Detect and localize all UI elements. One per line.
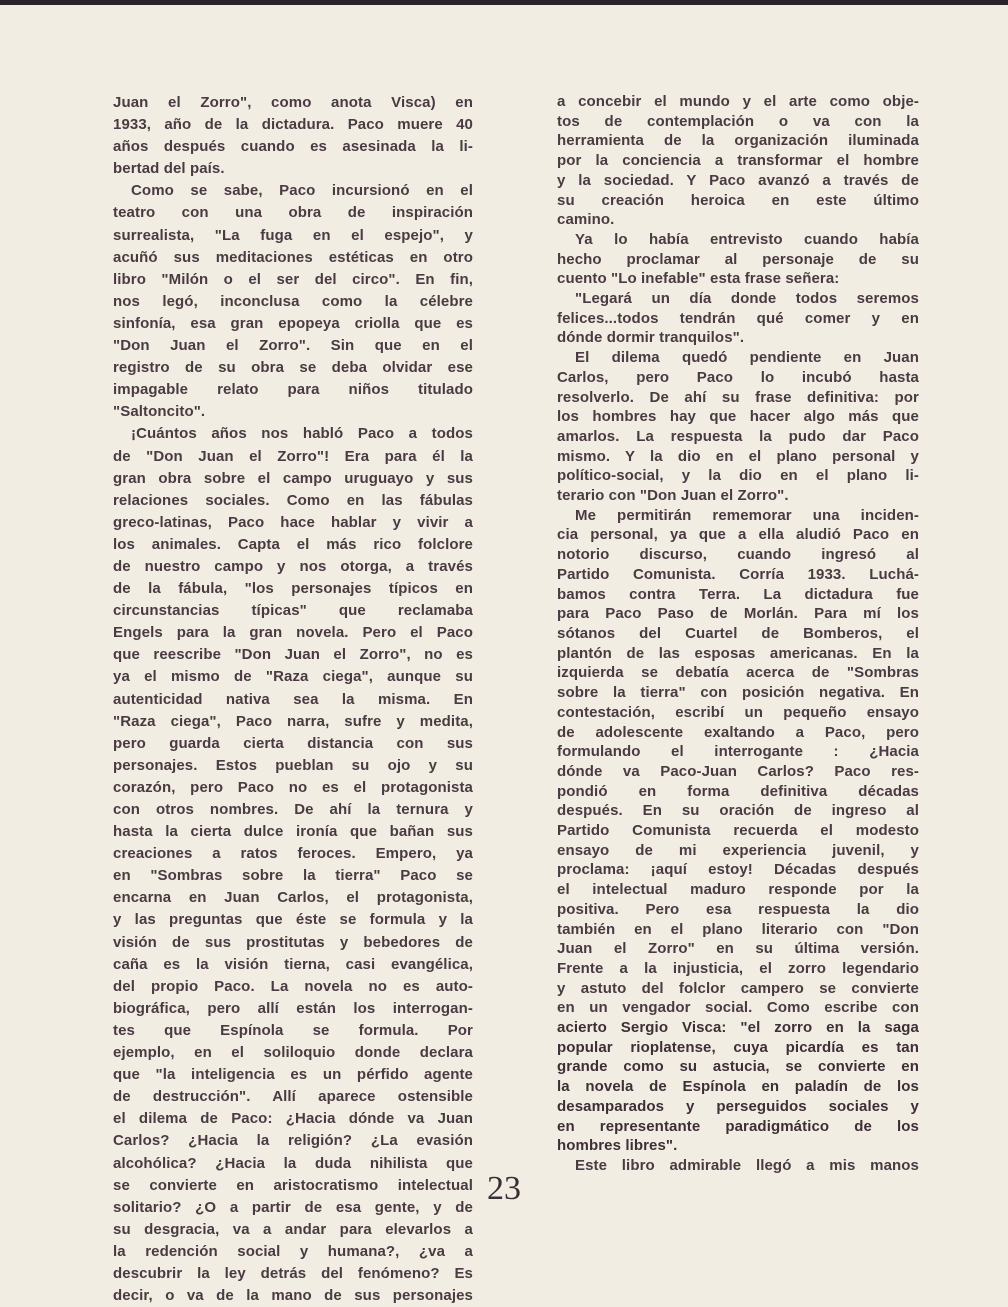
text-line: descubrir la ley detrás del fenómeno? Es [113,1264,473,1282]
right-column [557,92,919,1176]
text-line: Juan el Zorro" en su última versión. [557,940,919,958]
text-line: contestación, escribí un pequeño ensayo [557,703,919,721]
text-line: solitario? ¿O a partir de esa gente, y de [113,1198,473,1216]
paragraph [557,348,919,506]
text-line: ya el mismo de "Raza ciega", aunque su [113,668,473,686]
text-line: Frente a la injusticia, el zorro legendario [557,959,919,977]
text-line: grande como su astucia, se convierte en [557,1058,919,1076]
text-line: decir, o va de la mano de sus personajes [113,1287,473,1305]
text-line: "Saltoncito". [113,403,206,421]
text-line: cuento "Lo inefable" esta frase señera: [557,270,840,288]
text-line: en representante paradigmático de los [557,1117,919,1135]
text-line: los hombres hay que hacer algo más que [557,408,919,426]
text-line: años después cuando es asesinada la li- [113,138,473,156]
paragraph [113,92,473,180]
paragraph [557,289,919,348]
text-line: a concebir el mundo y el arte como obje- [557,93,919,110]
text-line: ¡Cuántos años nos habló Paco a todos [131,425,473,443]
text-line: "Raza ciega", Paco narra, sufre y medita, [113,712,473,730]
text-line: popular rioplatense, cuya picardía es tan [557,1038,919,1056]
text-line: formulando el interrogante : ¿Hacia [557,743,919,761]
text-line: "Legará un día donde todos seremos [575,290,919,308]
text-line: después. En su oración de ingreso al [557,802,919,820]
text-line: sótanos del Cuartel de Bomberos, el [557,624,919,642]
text-line: y astuto del folclor campero se convierte [557,979,919,997]
text-line: de adolescente exaltando a Paco, pero [557,723,919,741]
scan-edge [0,0,1008,5]
text-line: dónde dormir tranquilos". [557,329,745,347]
text-line: amarlos. La respuesta la pudo dar Paco [557,427,919,445]
text-line: de nuestro campo y nos otorga, a través [113,557,473,575]
text-line: bamos contra Terra. La dictadura fue [557,585,919,603]
page-number: 23 [487,1170,521,1207]
text-line: Este libro admirable llegó a mis manos [575,1156,919,1174]
text-line: libro "Milón o el ser del circo". En fin, [113,270,473,288]
text-line: pero guarda cierta distancia con sus [113,734,473,752]
text-line: su creación heroica en este último [557,191,919,209]
text-line: para Paco Paso de Morlán. Para mí los [557,605,919,623]
text-line: resolverlo. De ahí su frase definitiva: por [557,388,919,406]
left-column [113,92,473,1307]
text-line: relaciones sociales. Como en las fábulas [113,491,473,509]
text-line: los animales. Capta el más rico folclore [113,535,473,553]
text-line: El dilema quedó pendiente en Juan [575,349,919,367]
text-line: Como se sabe, Paco incursionó en el [131,182,473,200]
text-line: proclama: ¡aquí estoy! Décadas después [557,861,919,879]
text-line: impagable relato para niños titulado [113,381,473,399]
text-line: bertad del país. [113,160,225,178]
text-line: registro de su obra se deba olvidar ese [113,359,473,377]
text-line: terario con "Don Juan el Zorro". [557,487,789,505]
text-line: surrealista, "La fuga en el espejo", y [113,226,473,244]
text-line: en un vengador social. Como escribe con [557,999,919,1017]
text-line: la novela de Espínola en paladín de los [557,1078,919,1096]
text-line: de "Don Juan el Zorro"! Era para él la [113,447,473,465]
text-line: tos de contemplación o va con la [557,112,919,130]
text-line: Partido Comunista recuerda el modesto [557,822,919,840]
text-line: herramienta de la organización iluminada [557,132,919,150]
text-line: creaciones a ratos feroces. Empero, ya [113,845,473,863]
text-line: con otros nombres. De ahí la ternura y [113,801,473,818]
text-line: tes que Espínola se formula. Por [113,1021,473,1039]
text-line: felices...todos tendrán qué comer y en [557,309,919,327]
text-line: positiva. Pero esa respuesta la dio [557,900,919,918]
text-line: alcohólica? ¿Hacia la duda nihilista que [113,1154,473,1172]
text-line: izquierda se debatía acerca de "Sombras [557,664,919,682]
text-line: "Don Juan el Zorro". Sin que en el [113,337,473,355]
text-line: ejemplo, en el soliloquio donde declara [113,1044,473,1062]
text-line: encarna en Juan Carlos, el protagonista, [113,889,473,907]
text-line: corazón, pero Paco no es el protagonista [113,778,473,796]
text-line: político-social, y la dio en el plano li- [557,467,919,485]
text-line: y la sociedad. Y Paco avanzó a través de [557,171,919,189]
text-line: se convierte en aristocratismo intelectual [113,1176,473,1194]
text-line: del propio Paco. La novela no es auto- [113,977,473,995]
text-line: de destrucción". Allí aparece ostensible [113,1088,473,1106]
text-line: visión de sus prostitutas y bebedores de [113,933,473,951]
text-line: acierto Sergio Visca: "el zorro en la saga [557,1019,919,1037]
text-line: pondió en forma definitiva décadas [557,782,919,800]
text-line: personajes. Estos pueblan su ojo y su [113,756,473,774]
text-line: Carlos? ¿Hacia la religión? ¿La evasión [113,1132,473,1150]
paragraph [557,230,919,289]
text-line: desamparados y perseguidos sociales y [557,1097,919,1115]
text-line: notorio discurso, cuando ingresó al [557,546,919,564]
paragraph [113,180,473,423]
text-line: que reescribe "Don Juan el Zorro", no es [113,646,473,664]
text-line: 1933, año de la dictadura. Paco muere 40 [113,116,473,134]
text-line: greco-latinas, Paco hace hablar y vivir a [113,513,473,531]
text-line: Engels para la gran novela. Pero el Paco [113,624,473,642]
text-line: Carlos, pero Paco lo incubó hasta [557,368,919,386]
text-line: teatro con una obra de inspiración [113,204,473,222]
text-line: sobre la tierra" con posición negativa. En [557,684,919,702]
text-line: autenticidad nativa sea la misma. En [113,690,473,708]
text-line: Juan el Zorro", como anota Visca) en [113,94,473,111]
text-line: mismo. Y la dio en el plano personal y [557,447,919,465]
text-line: hasta la cierta dulce ironía que bañan sus [113,823,473,841]
text-line: en "Sombras sobre la tierra" Paco se [113,867,473,885]
paragraph [557,506,919,1156]
text-line: por la conciencia a transformar el hombre [557,152,919,170]
text-line: Ya lo había entrevisto cuando había [575,230,919,248]
text-line: y las preguntas que éste se formula y la [113,911,473,929]
text-line: caña es la visión tierna, casi evangélica, [113,955,473,973]
text-line: el intelectual maduro responde por la [557,881,919,899]
text-line: hombres libres". [557,1137,678,1155]
text-line: nos legó, inconclusa como la célebre [113,292,473,310]
text-line: ensayo de mi experiencia juvenil, y [557,841,919,859]
text-line: acuñó sus meditaciones estéticas en otro [113,248,473,266]
text-line: su desgracia, va a andar para elevarlos a [113,1220,473,1238]
text-line: hecho proclamar al personaje de su [557,250,919,268]
text-line: que "la inteligencia es un pérfido agente [113,1066,473,1084]
paragraph [557,92,919,230]
text-line: biográfica, pero allí están los interrogan- [113,999,473,1017]
text-line: gran obra sobre el campo uruguayo y sus [113,469,473,487]
text-line: el dilema de Paco: ¿Hacia dónde va Juan [113,1110,473,1128]
text-line: cia personal, ya que a ella aludió Paco en [557,526,919,544]
text-line: plantón de las esposas americanas. En la [557,644,919,662]
text-line: Partido Comunista. Corría 1933. Luchá- [557,565,919,583]
text-line: la redención social y humana?, ¿va a [113,1242,473,1260]
text-line: circunstancias típicas" que reclamaba [113,602,473,620]
text-line: de la fábula, "los personajes típicos en [113,580,473,598]
text-line: sinfonía, esa gran epopeya criolla que es [113,314,473,332]
text-line: dónde va Paco-Juan Carlos? Paco res- [557,762,919,780]
text-line: Me permitirán rememorar una inciden- [575,506,919,524]
text-line: camino. [557,211,615,229]
text-line: también en el plano literario con "Don [557,920,919,938]
